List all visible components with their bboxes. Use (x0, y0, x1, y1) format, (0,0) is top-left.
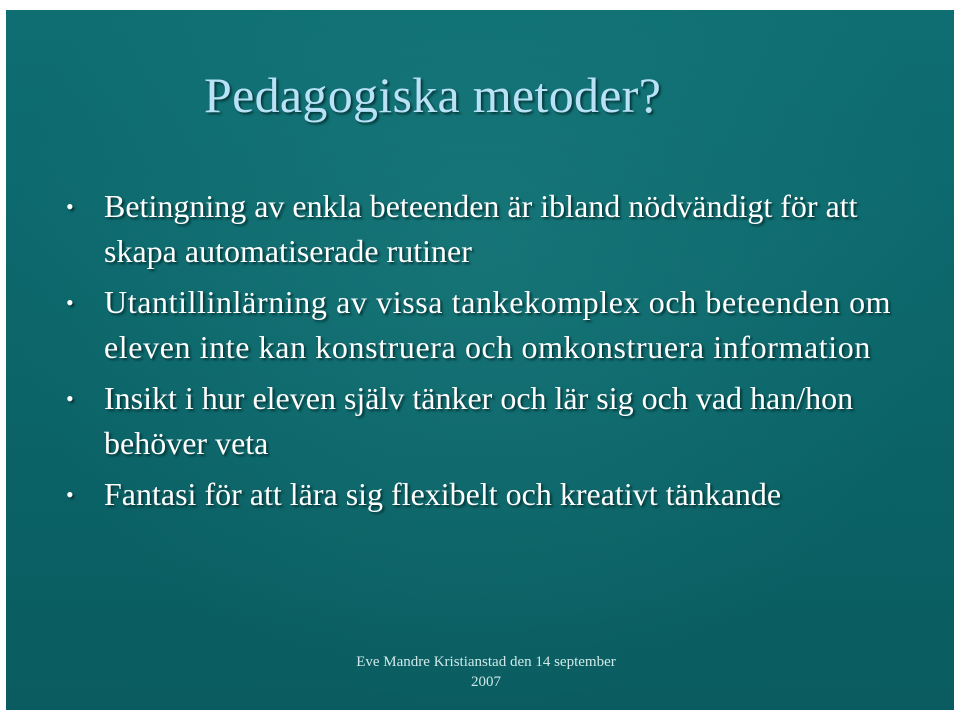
slide-footer (276, 652, 696, 692)
footer-author-line: Eve Mandre Kristianstad den 14 september (356, 654, 616, 670)
slide-title: Pedagogiska metoder? (204, 67, 662, 123)
bullet-text: Betingning av enkla beteenden är ibland nödvändigt för att skapa automatiserade rutiner (104, 188, 858, 269)
bullet-item (66, 184, 896, 274)
bullet-item (66, 376, 896, 466)
footer-year: 2007 (471, 674, 501, 690)
slide (6, 10, 954, 710)
bullet-item (66, 472, 896, 517)
bullet-icon: • (66, 482, 74, 507)
bullet-item (66, 280, 896, 370)
bullet-text: Utantillinlärning av vissa tankekomplex och beteenden om eleven inte kan konstruera och omkonstruera information (104, 284, 892, 365)
bullet-list (66, 184, 896, 523)
bullet-icon: • (66, 194, 74, 219)
bullet-text: Fantasi för att lära sig flexibelt och kreativt tänkande (104, 476, 782, 512)
bullet-icon: • (66, 386, 74, 411)
bullet-text: Insikt i hur eleven själv tänker och lär sig och vad han/hon behöver veta (104, 380, 854, 461)
bullet-icon: • (66, 290, 75, 315)
